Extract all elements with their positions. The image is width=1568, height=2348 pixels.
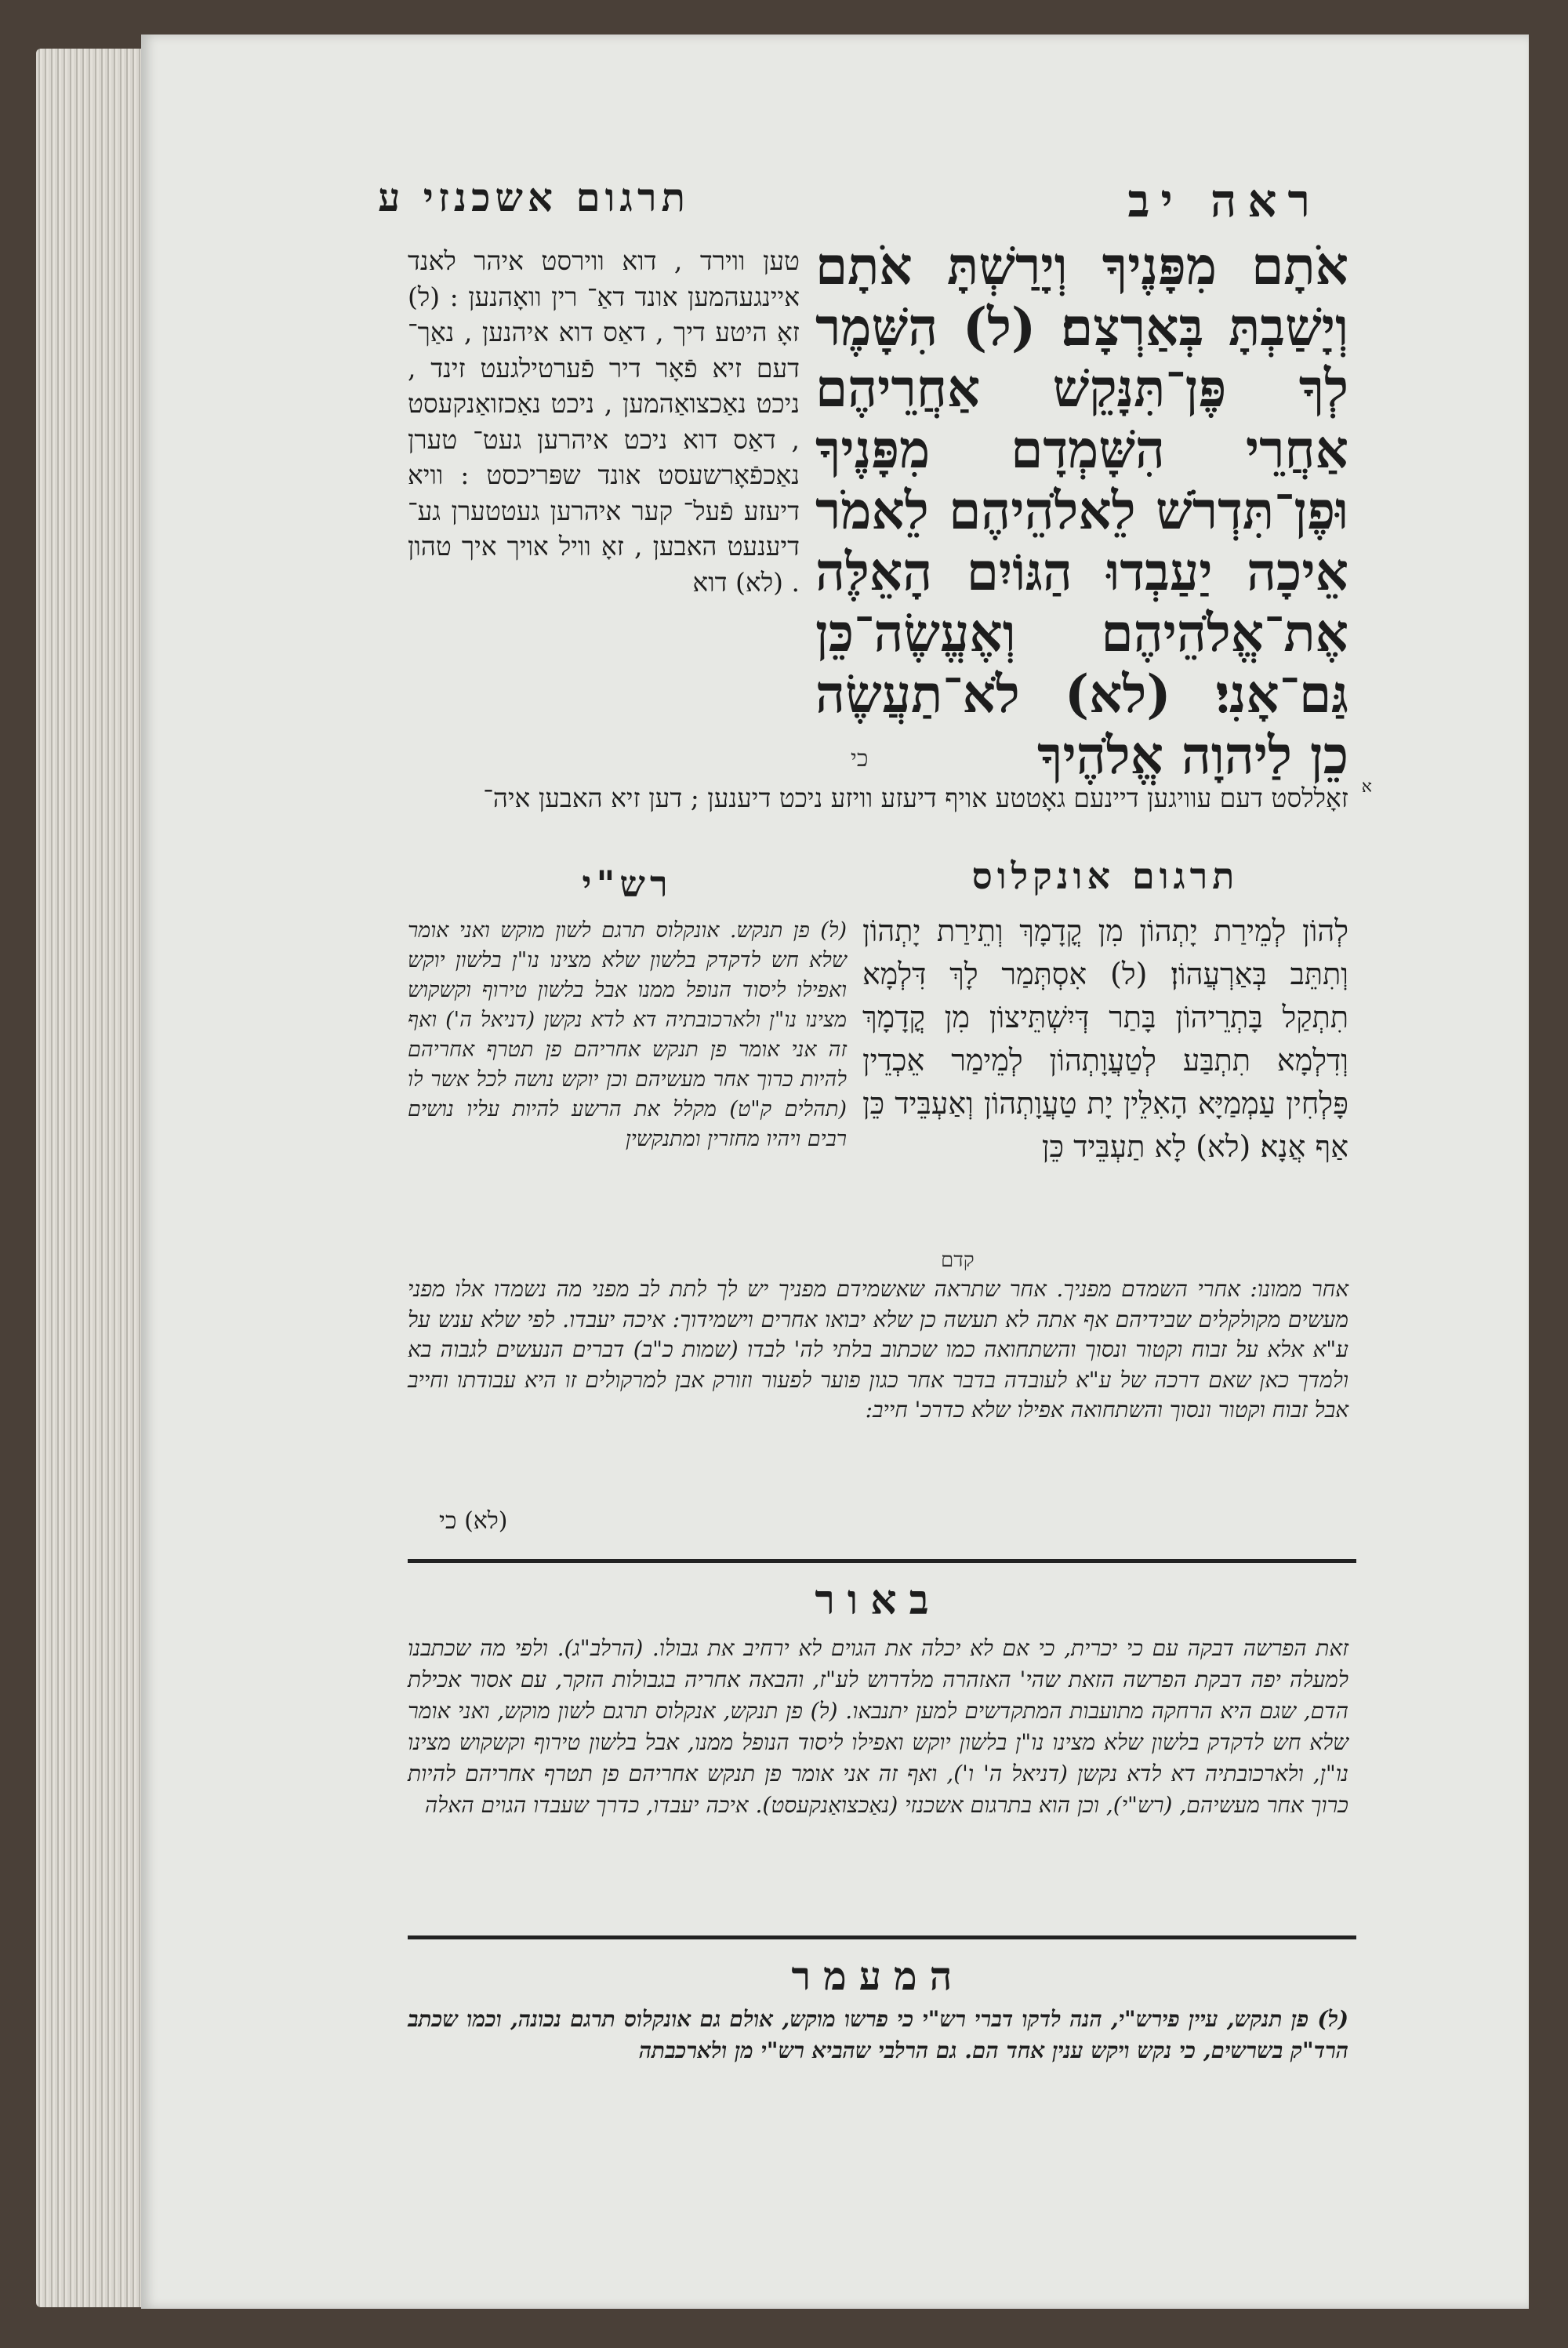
divider-rule <box>408 1559 1356 1563</box>
divider-rule <box>408 1935 1356 1939</box>
measer-title: המעמר <box>791 1953 965 1999</box>
yiddish-translation: טען ווירד , דוא ווירסט איהר לאנד איינגעהמען אונד דאַ־ רין וואָהנען : (ל) זאָ היטע דיך , דאַס דוא איהנען , נאַך־ דעם זיא פֿאָר דיר פֿערטילגעט זינד , ניכט נאַכצואַהמען , ניכט נאַכזואַנקעסט , דאַס דוא ניכט איהרען געט־ טערן נאַכפֿאָרשעסט אונד שפּריכסט : וויא דיעזע פֿעל־ קער איהרען געטטערן גע־ דיענעט האבען , זאָ וויל אויך איך טהון . (לא) דוא <box>408 245 800 598</box>
rashi-commentary-wide: אחר ממונו: אחרי השמדם מפניך. אחר שתראה שאשמידם מפניך יש לך לתת לב מפני מה נשמדו אלו מפני מעשים מקולקלים שבידיהם אף אתה לא תעשה כן שלא יבואו אחרים וישמידוך: איכה יעבדו. לפי שלא ענש על ע"א אלא על זבוח וקטור ונסוך והשתחואה כמו שכתוב בלתי לה' לבדו (שמות כ"ב) דברים הנעשים לגבוה בא ולמדך כאן שאם דרכה של ע"א לעובדה בדבר אחר כגון פוער לפעור וזורק אבן למרקולים זו היא עבודתו וחייב אבל זבוח וקטור ונסוך והשתחואה אפילו שלא כדרכ' חייב: <box>408 1276 1348 1423</box>
running-head-yiddish: תרגום אשכנזי ע <box>378 174 690 220</box>
torah-text: אֹתָם מִפָּנֶיךָ וְיָרַשְׁתָּ אֹתָם וְיָשַׁבְתָּ בְּאַרְצָם׃ (ל) הִשָּׁמֶר לְךָ פֶּן־תִּנָּקֵשׁ אַחֲרֵיהֶם אַחֲרֵי הִשָּׁמְדָם מִפָּנֶיךָ וּפֶן־תִּדְרֹשׁ לֵאלֹהֵיהֶם לֵאמֹר אֵיכָה יַעַבְדוּ הַגּוֹיִם הָאֵלֶּה אֶת־אֱלֹהֵיהֶם וְאֶעֱשֶׂה־כֵּן גַּם־אָנִי׃ (לא) לֹא־תַעֲשֶׂה כֵן לַיהוָה אֱלֹהֶיךָ <box>815 235 1348 786</box>
book-page-edges <box>36 49 154 2307</box>
rashi-title: רש"י <box>582 863 673 905</box>
margin-mark: א <box>1361 777 1372 797</box>
rashi-catchword: (לא) כי <box>439 1507 508 1535</box>
yiddish-continuation: זאָללסט דעם עוויגען דיינעם גאָטטע אויף דיעזע וויזע ניכט דיענען ; דען זיא האבען איה־ <box>483 783 1348 813</box>
biur-commentary: זאת הפרשה דבקה עם כי יכרית, כי אם לא יכלה את הגוים לא ירחיב את גבולו. (הרלב"ג). ולפי מה שכתבנו למעלה יפה דבקת הפרשה הזאת שהי' האזהרה מלדרוש לע"ז, והבאה אחריה בגבולות הזקר, עם אסור אכילת הדם, שגם היא הרחקה מתועבות המתקדשים למען יתנבאו. (ל) פן תנקש, אנקלוס תרגם לשון מוקש, ואני אומר שלא חש לדקדק בלשון שלא מצינו נו"ן בלשון יוקש ואפילו ליסוד הנופל ממנו, אבל בלשון טירוף וקשקוש מצינו נו"ן, ולארכובתיה דא לדא נקשן (דניאל ה' ו'), ואף זה אני אומר פן תנקש אחריהם פן תטרף אחריהם להיות כרוך אחר מעשיהם, (רש"י), וכן הוא בתרגום אשכנזי (נאַכצואַנקעסט). איכה יעבדו, כדרך שעבדו הגוים האלה <box>408 1635 1348 1818</box>
biur-title: באור <box>815 1576 942 1624</box>
torah-catchword: כי <box>851 745 869 772</box>
onkelos-catchword: קדם <box>941 1249 975 1272</box>
rashi-commentary: (ל) פן תנקש. אונקלוס תרגם לשון מוקש ואני אומר שלא חש לדקדק בלשון שלא מצינו נו"ן בלשון יוקש ואפילו ליסוד הנופל ממנו אבל בלשון טירוף וקשקוש מצינו נו"ן ולארכובתיה דא לדא נקשן (דניאל ה') ואף זה אני אומר פן תנקש אחריהם פן תטרף אחריהם להיות כרוך אחר מעשיהם וכן יוקש נושה לכל אשר לו (תהלים ק"ט) מקלל את הרשע להיות עליו נושים רבים ויהיו מחזרין ומתנקשין <box>408 918 847 1151</box>
onkelos-title: תרגום אונקלוס <box>971 855 1240 897</box>
onkelos-text: לְהוֹן לְמֵירַת יָתְהוֹן מִן קֳדָמָךְ וְתֵירַת יָתְהוֹן וְתִתֵּב בְּאַרְעֲהוֹן׃ (ל) אִסְתְּמַר לָךְ דִּלְמָא תִתְקַל בָּתְרֵיהוֹן בָּתַר דְּיִשְׁתֵּיצוֹן מִן קֳדָמָךְ וְדִלְמָא תִתְבַּע לְטַעֲוָתְהוֹן לְמֵימַר אֵכְדֵין פָּלְחִין עַמְמַיָּא הָאִלֵּין יָת טַעֲוָתְהוֹן וְאַעְבֵּיד כֵּן אַף אֲנָא׃ (לא) לָא תַעְבֵּיד כֵּן <box>862 914 1348 1164</box>
running-head-parsha: ראה יב <box>1127 174 1321 227</box>
measer-commentary: (ל) פן תנקש, עיין פירש"י, הנה לדקו דברי רש"י כי פרשו מוקש, אולם גם אונקלוס תרגם נכונה, וכמו שכתב הרד"ק בשרשים, כי נקש ויקש ענין אחד הם. גם הרלבי שהביא רש"י מן ולארכבתה <box>408 2006 1348 2063</box>
